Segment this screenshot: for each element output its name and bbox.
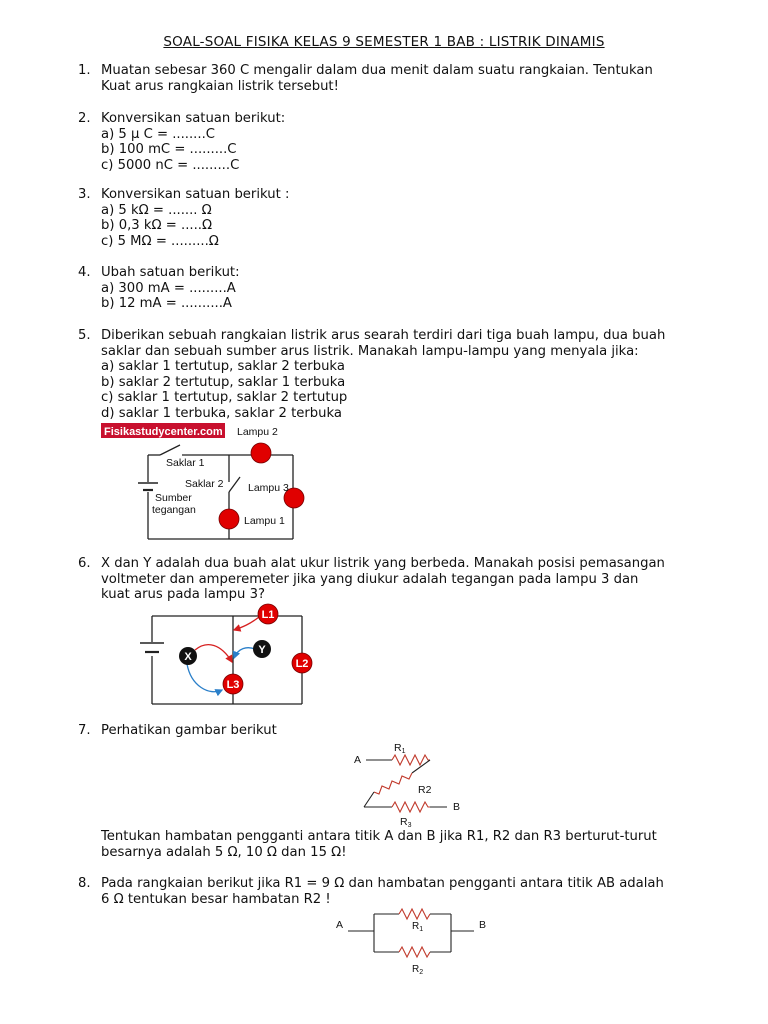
switch-2-arm	[229, 477, 240, 492]
question-text: besarnya adalah 5 Ω, 10 Ω dan 15 Ω!	[101, 844, 347, 860]
point-b-label: B	[479, 919, 487, 931]
question-option: b) 0,3 kΩ = .....Ω	[101, 218, 213, 234]
question-text: Muatan sebesar 360 C mengalir dalam dua menit dalam suatu rangkaian. Tentukan	[101, 63, 653, 78]
question-text: voltmeter dan amperemeter jika yang diukur adalah tegangan pada lampu 3 dan	[101, 571, 639, 587]
switch-1-arm	[160, 445, 180, 455]
r3-label: R3	[400, 816, 412, 829]
question-text: Diberikan sebuah rangkaian listrik arus searah terdiri dari tiga buah lampu, dua buah	[101, 328, 666, 343]
resistor-r2	[374, 773, 412, 794]
question-option: b) 100 mC = .........C	[101, 142, 237, 158]
lamp-l2-label: L2	[295, 658, 309, 670]
meter-y-label: Y	[258, 644, 266, 656]
question-option: d) saklar 1 terbuka, saklar 2 terbuka	[101, 405, 342, 421]
r2-label: R2	[418, 784, 432, 796]
question-option: b) 12 mA = ..........A	[101, 296, 232, 312]
page-title: SOAL-SOAL FISIKA KELAS 9 SEMESTER 1 BAB : LISTRIK DINAMIS	[163, 34, 605, 50]
label-saklar-1: Saklar 1	[166, 457, 205, 469]
question-text: Tentukan hambatan pengganti antara titik A dan B jika R1, R2 dan R3 berturut-turut	[101, 829, 657, 844]
question-option: c) 5000 nC = .........C	[101, 157, 240, 173]
arrow-y-to-circuit	[234, 648, 255, 658]
resistor-r1	[399, 909, 430, 919]
resistor-r2	[399, 947, 430, 957]
question-number: 7.	[78, 723, 91, 738]
resistor-r3	[392, 802, 430, 812]
question-option: a) 5 μ C = ........C	[101, 126, 215, 142]
question-number: 6.	[78, 556, 91, 571]
question-number: 2.	[78, 111, 91, 126]
question-number: 8.	[78, 876, 91, 891]
question-number: 1.	[78, 63, 91, 78]
label-saklar-2: Saklar 2	[185, 478, 224, 490]
label-sumber: Sumber	[155, 492, 192, 504]
question-text: saklar dan sebuah sumber arus listrik. Manakah lampu-lampu yang menyala jika:	[101, 343, 639, 359]
question-text: Kuat arus rangkaian listrik tersebut!	[101, 78, 339, 94]
question-number: 4.	[78, 265, 91, 280]
lamp-l1-label: L1	[261, 609, 275, 621]
question-text: Pada rangkaian berikut jika R1 = 9 Ω dan hambatan pengganti antara titik AB adalah	[101, 876, 664, 891]
question-option: a) saklar 1 tertutup, saklar 2 terbuka	[101, 359, 345, 375]
question-text: Perhatikan gambar berikut	[101, 723, 277, 738]
r1-label: $R_1$	[412, 921, 424, 933]
circuit-diagram-q6	[135, 602, 320, 708]
arrow-x-to-circuit	[195, 645, 232, 662]
question-text: Konversikan satuan berikut :	[101, 187, 290, 202]
label-lampu-2: Lampu 2	[237, 426, 278, 438]
question-text: kuat arus pada lampu 3?	[101, 587, 265, 603]
question-option: a) 300 mA = .........A	[101, 280, 236, 296]
resistor-diagram-q7	[352, 740, 467, 828]
circuit-diagram-q5	[100, 422, 310, 544]
lamp-l3-label: L3	[226, 679, 240, 691]
question-text: 6 Ω tentukan besar hambatan R2 !	[101, 891, 331, 907]
wire-r2-r3	[364, 792, 374, 807]
point-b-label: B	[453, 801, 461, 813]
label-tegangan: tegangan	[152, 504, 196, 516]
label-lampu-1: Lampu 1	[244, 515, 285, 527]
question-text: Konversikan satuan berikut:	[101, 111, 286, 126]
question-option: c) saklar 1 tertutup, saklar 2 tertutup	[101, 390, 348, 406]
arrow-x-to-l3	[187, 664, 222, 692]
question-option: b) saklar 2 tertutup, saklar 1 terbuka	[101, 374, 346, 390]
question-text: Ubah satuan berikut:	[101, 265, 240, 280]
question-text: X dan Y adalah dua buah alat ukur listrik yang berbeda. Manakah posisi pemasangan	[101, 556, 665, 571]
r1-label: R1	[394, 742, 406, 755]
lamp-2-icon	[251, 443, 271, 463]
question-option: c) 5 MΩ = .........Ω	[101, 233, 219, 249]
lamp-1-icon	[219, 509, 239, 529]
question-number: 5.	[78, 328, 91, 343]
label-lampu-3: Lampu 3	[248, 482, 289, 494]
r2-label: $R_2$	[412, 964, 424, 976]
point-a-label: A	[336, 919, 344, 931]
arrow-l1-to-middle	[234, 617, 259, 630]
resistor-diagram-q8	[334, 906, 494, 978]
point-a-label: A	[354, 754, 362, 766]
watermark-text: Fisikastudycenter.com	[104, 426, 223, 438]
meter-x-label: X	[184, 651, 192, 663]
question-number: 3.	[78, 187, 91, 202]
question-option: a) 5 kΩ = ....... Ω	[101, 202, 212, 218]
